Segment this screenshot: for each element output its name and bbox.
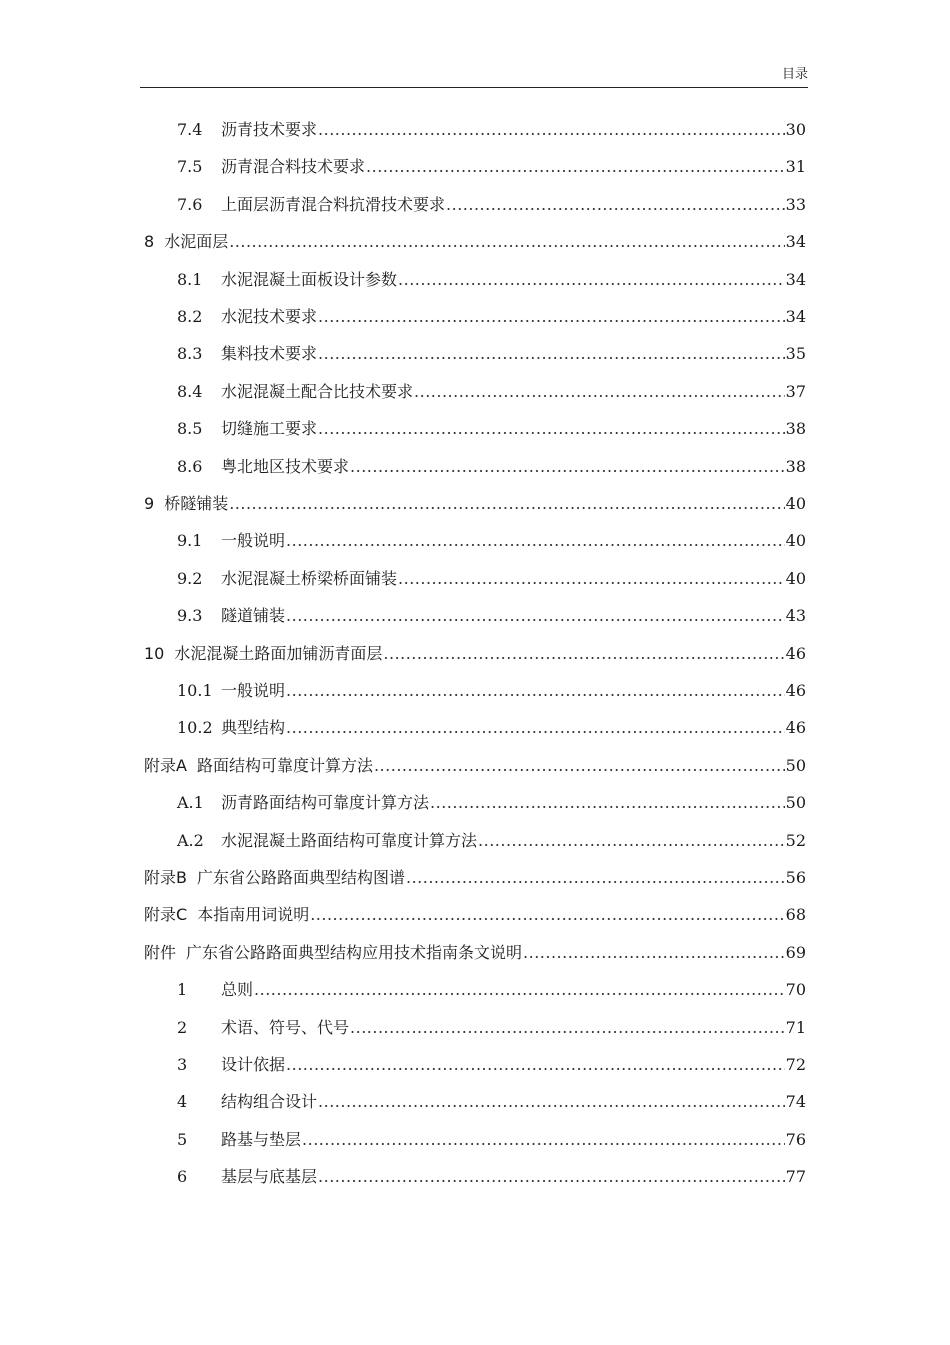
toc-dot-leader [302,1125,785,1155]
toc-dot-leader [374,751,785,781]
toc-entry-number: 8.6 [177,456,203,476]
toc-entry[interactable] [177,788,806,818]
toc-entry[interactable] [144,227,806,257]
toc-entry[interactable] [177,452,806,482]
toc-entry-page: 68 [785,905,806,925]
toc-entry-title: 切缝施工要求 [221,419,318,439]
toc-entry-page: 70 [785,980,806,1000]
toc-entry-page: 46 [785,718,806,738]
toc-dot-leader [318,339,785,369]
toc-entry-title: 沥青技术要求 [221,120,318,139]
toc-entry-page: 43 [785,606,806,626]
toc-entry-page: 77 [785,1167,806,1187]
toc-entry-page: 71 [785,1017,806,1037]
toc-entry-page: 74 [785,1092,806,1112]
toc-entry-title: 典型结构 [221,718,286,738]
toc-entry-page: 37 [785,381,806,401]
toc-entry-page: 46 [785,643,806,663]
toc-entry-number: A.2 [177,830,204,850]
toc-entry-title: 水泥混凝土配合比技术要求 [221,381,414,401]
toc-dot-leader [286,1050,785,1080]
toc-entry-title: 沥青路面结构可靠度计算方法 [221,793,430,813]
toc-entry-title: 广东省公路路面典型结构图谱 [196,868,405,887]
toc-entry-title: 一般说明 [221,531,286,551]
toc-entry-title: 一般说明 [221,681,286,700]
toc-entry-number: 7.5 [177,157,203,177]
toc-entry[interactable] [177,1125,806,1155]
toc-dot-leader [229,227,784,257]
toc-entry-number: 8.2 [177,307,203,326]
toc-entry-title: 水泥混凝土路面结构可靠度计算方法 [221,830,478,850]
toc-entry[interactable] [177,1087,806,1117]
toc-entry[interactable] [177,564,806,594]
toc-entry-title: 沥青混合料技术要求 [221,157,366,177]
toc-entry-page: 34 [785,307,806,326]
toc-entry[interactable] [177,152,806,182]
toc-entry[interactable] [177,414,806,444]
toc-dot-leader [366,152,785,182]
toc-entry-number: 3 [177,1055,188,1074]
toc-entry-title: 水泥技术要求 [221,307,318,326]
toc-entry[interactable] [177,601,806,631]
toc-dot-leader [318,1087,785,1117]
toc-entry[interactable] [177,265,806,295]
toc-entry-number: 7.6 [177,194,203,214]
toc-entry-number: 附录C [144,905,188,925]
toc-entry[interactable] [144,489,806,519]
toc-dot-leader [318,1162,785,1192]
toc-entry-number: 10.2 [177,718,213,738]
header-title: 目录 [781,67,808,82]
toc-entry-page: 56 [785,868,806,887]
toc-dot-leader [398,265,785,295]
toc-dot-leader [254,975,785,1005]
toc-entry[interactable] [177,826,806,856]
toc-entry-page: 40 [785,494,806,513]
toc-entry-number: 8 [144,232,155,252]
toc-entry-page: 50 [785,793,806,813]
toc-dot-leader [523,938,785,968]
toc-entry[interactable] [144,751,806,781]
toc-entry-title: 术语、符号、代号 [221,1017,350,1037]
toc-entry-number: 8.4 [177,381,203,401]
toc-entry[interactable] [144,639,806,669]
toc-entry-title: 基层与底基层 [221,1167,318,1187]
toc-entry[interactable] [177,676,806,706]
toc-dot-leader [286,676,785,706]
toc-entry[interactable] [177,339,806,369]
toc-entry-number: 9.1 [177,531,203,551]
toc-entry-title: 设计依据 [221,1055,286,1074]
toc-entry-title: 水泥混凝土面板设计参数 [221,269,398,289]
toc-entry-page: 35 [785,344,806,364]
toc-entry-title: 水泥面层 [164,232,229,252]
toc-entry-page: 38 [785,456,806,476]
toc-entry-page: 46 [785,681,806,700]
toc-entry[interactable] [144,863,806,893]
toc-entry-title: 粤北地区技术要求 [221,456,350,476]
toc-entry-page: 72 [785,1055,806,1074]
toc-dot-leader [350,1013,785,1043]
toc-dot-leader [478,826,785,856]
toc-entry-title: 广东省公路路面典型结构应用技术指南条文说明 [186,942,523,962]
toc-entry-number: 9 [144,494,155,513]
toc-entry-number: 附录A [144,755,187,775]
toc-entry[interactable] [177,115,806,145]
toc-entry-page: 69 [785,942,806,962]
toc-dot-leader [446,190,785,220]
toc-entry[interactable] [177,190,806,220]
toc-entry[interactable] [177,377,806,407]
toc-entry-page: 34 [785,269,806,289]
toc-entry-number: 10 [144,643,165,663]
toc-entry-page: 38 [785,419,806,439]
toc-dot-leader [286,601,785,631]
toc-entry-number: 9.2 [177,568,203,588]
toc-entry-number: 6 [177,1167,188,1187]
toc-dot-leader [398,564,785,594]
toc-entry[interactable] [177,302,806,332]
toc-dot-leader [406,863,785,893]
toc-entry-number: 9.3 [177,606,203,626]
toc-entry-number: 8.5 [177,419,203,439]
toc-entry-number: 10.1 [177,681,213,700]
toc-entry-number: 4 [177,1092,188,1112]
toc-entry-title: 路基与垫层 [221,1129,302,1149]
toc-entry-number: 7.4 [177,120,203,139]
toc-dot-leader [318,302,785,332]
toc-entry-page: 40 [785,568,806,588]
toc-entry[interactable] [177,526,806,556]
toc-entry[interactable] [177,1013,806,1043]
toc-entry-page: 40 [785,531,806,551]
toc-entry-title: 水泥混凝土桥梁桥面铺装 [221,568,398,588]
toc-dot-leader [318,115,785,145]
toc-entry-title: 桥隧铺装 [164,494,229,513]
toc-entry-page: 34 [785,232,806,252]
toc-dot-leader [350,452,785,482]
toc-dot-leader [414,377,785,407]
toc-entry-page: 76 [785,1129,806,1149]
toc-entry-title: 本指南用词说明 [197,905,310,925]
toc-entry-page: 30 [785,120,806,139]
toc-entry[interactable] [177,1162,806,1192]
toc-dot-leader [286,526,785,556]
toc-entry-number: A.1 [177,793,204,813]
toc-dot-leader [229,489,784,519]
toc-entry-title: 路面结构可靠度计算方法 [196,755,373,775]
toc-entry[interactable] [177,713,806,743]
toc-entry-number: 附录B [144,868,187,887]
toc-entry-page: 33 [785,194,806,214]
toc-dot-leader [318,414,785,444]
toc-dot-leader [310,900,784,930]
toc-entry-page: 52 [785,830,806,850]
toc-entry-number: 8.1 [177,269,203,289]
toc-entry-page: 50 [785,755,806,775]
toc-entry[interactable] [177,975,806,1005]
toc-entry-title: 隧道铺装 [221,606,286,626]
toc-dot-leader [286,713,785,743]
toc-entry-title: 上面层沥青混合料抗滑技术要求 [221,194,446,214]
toc-entry-title: 集料技术要求 [221,344,318,364]
toc-entry-number: 1 [177,980,188,1000]
toc-entry-title: 水泥混凝土路面加铺沥青面层 [174,643,383,663]
toc-entry-number: 2 [177,1017,188,1037]
toc-dot-leader [430,788,785,818]
toc-entry-number: 附件 [144,942,177,962]
toc-entry[interactable] [144,900,806,930]
toc-dot-leader [383,639,784,669]
toc-entry-number: 5 [177,1129,188,1149]
toc-entry-title: 结构组合设计 [221,1092,318,1112]
toc-entry[interactable] [177,1050,806,1080]
toc-entry-page: 31 [785,157,806,177]
page-header [140,66,808,88]
toc-entry[interactable] [144,938,806,968]
toc-entry-title: 总则 [221,980,254,1000]
toc-entry-number: 8.3 [177,344,203,364]
